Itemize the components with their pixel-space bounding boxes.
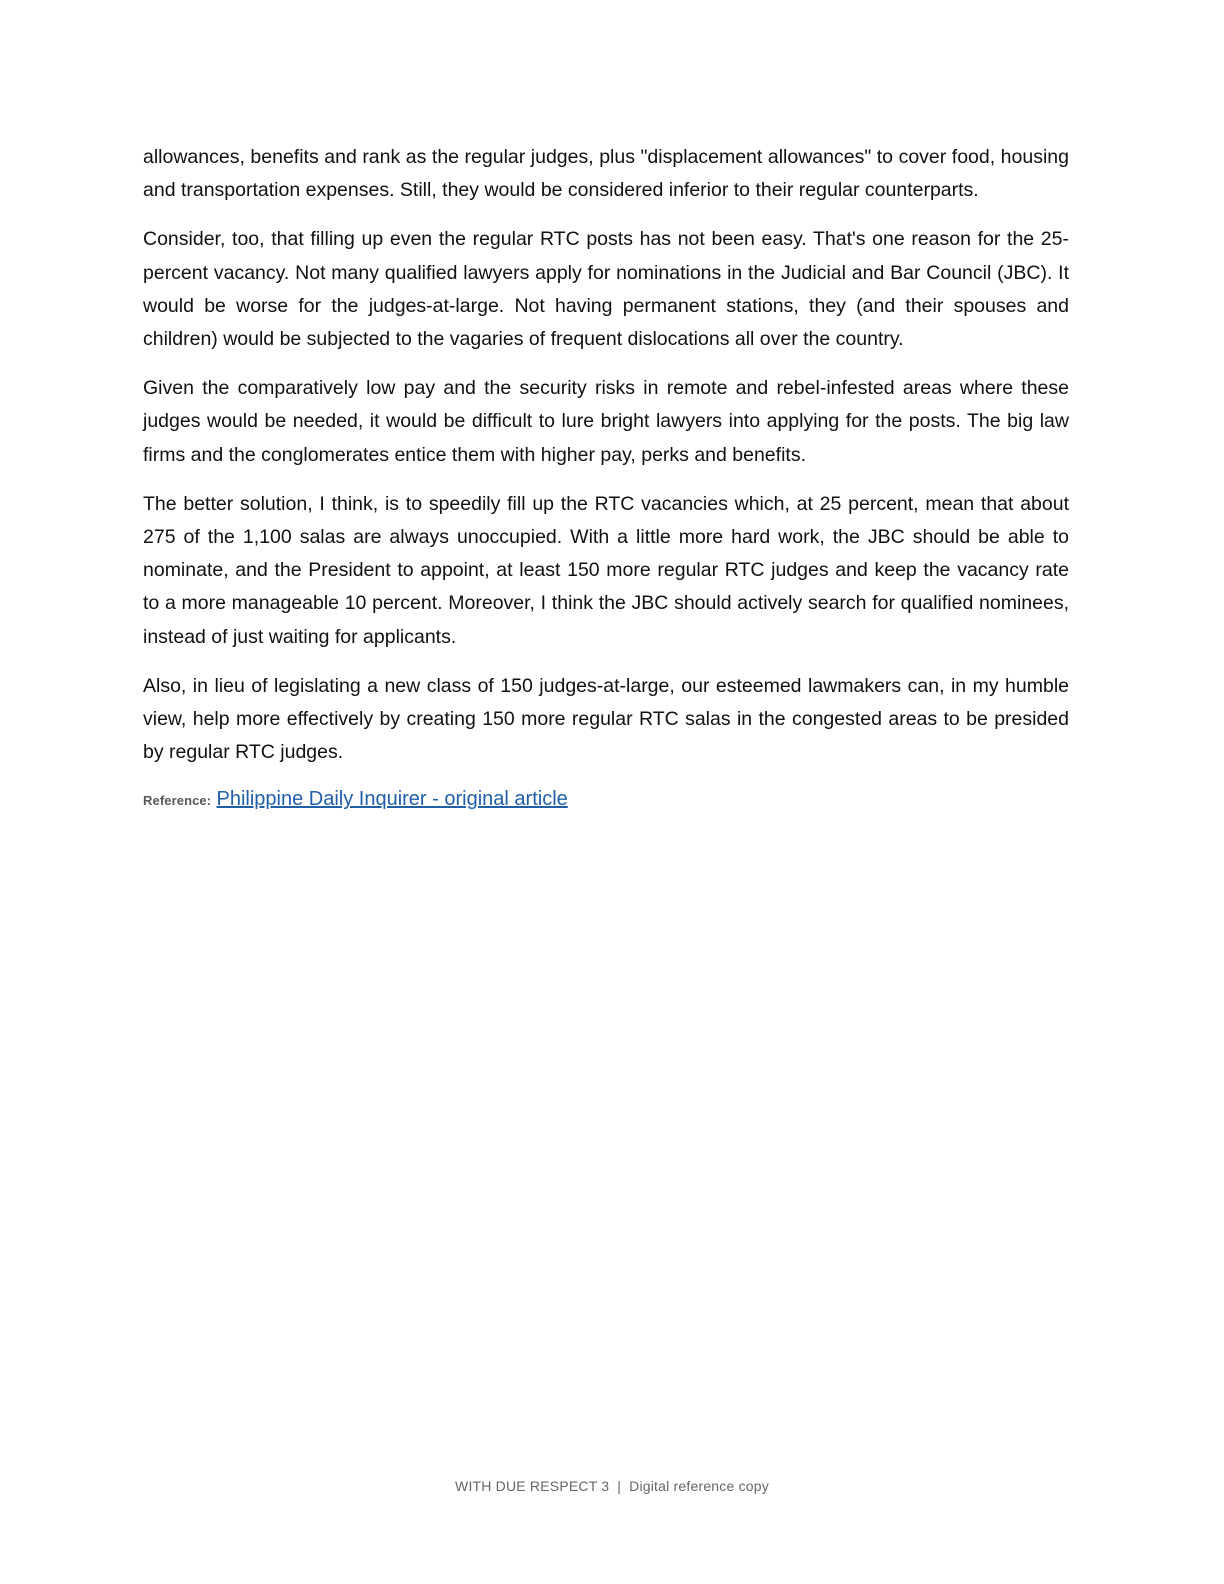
paragraph-1: allowances, benefits and rank as the regular judges, plus "displacement allowances" to cover food, housing and transportation expenses. Still, they would be considered inferior to their regular counterparts. <box>143 146 1069 202</box>
paragraph-4: The better solution, I think, is to speedily fill up the RTC vacancies which, at 25 percent, mean that about 275 of the 1,100 salas are always unoccupied. With a little more hard work, the JBC should be able to nominate, and the President to appoint, at least 150 more regular RTC judges and keep the vacancy rate to a more manageable 10 percent. Moreover, I think the JBC should actively search for qualified nominees, instead of just waiting for applicants. <box>143 492 1069 648</box>
footer-separator: | <box>617 1478 622 1494</box>
page-footer <box>0 1478 1224 1494</box>
article-body <box>143 141 1069 815</box>
reference-line <box>143 785 1069 815</box>
reference-link[interactable]: Philippine Daily Inquirer - original article <box>216 788 568 811</box>
paragraph-5: Also, in lieu of legislating a new class of 150 judges-at-large, our esteemed lawmakers can, in my humble view, help more effectively by creating 150 more regular RTC salas in the congested areas to be presided by regular RTC judges. <box>143 674 1069 764</box>
footer-title: WITH DUE RESPECT 3 <box>455 1478 610 1494</box>
paragraph-2: Consider, too, that filling up even the regular RTC posts has not been easy. That's one reason for the 25-percent vacancy. Not many qualified lawyers apply for nominations in the Judicial and Bar Council (JBC). It would be worse for the judges-at-large. Not having permanent stations, they (and their spouses and children) would be subjected to the vagaries of frequent dislocations all over the country. <box>143 228 1069 351</box>
paragraph-3: Given the comparatively low pay and the security risks in remote and rebel-infested areas where these judges would be needed, it would be difficult to lure bright lawyers into applying for the posts. The big law firms and the conglomerates entice them with higher pay, perks and benefits. <box>143 377 1069 466</box>
footer-note: Digital reference copy <box>629 1478 769 1494</box>
reference-label: Reference: <box>143 793 212 809</box>
